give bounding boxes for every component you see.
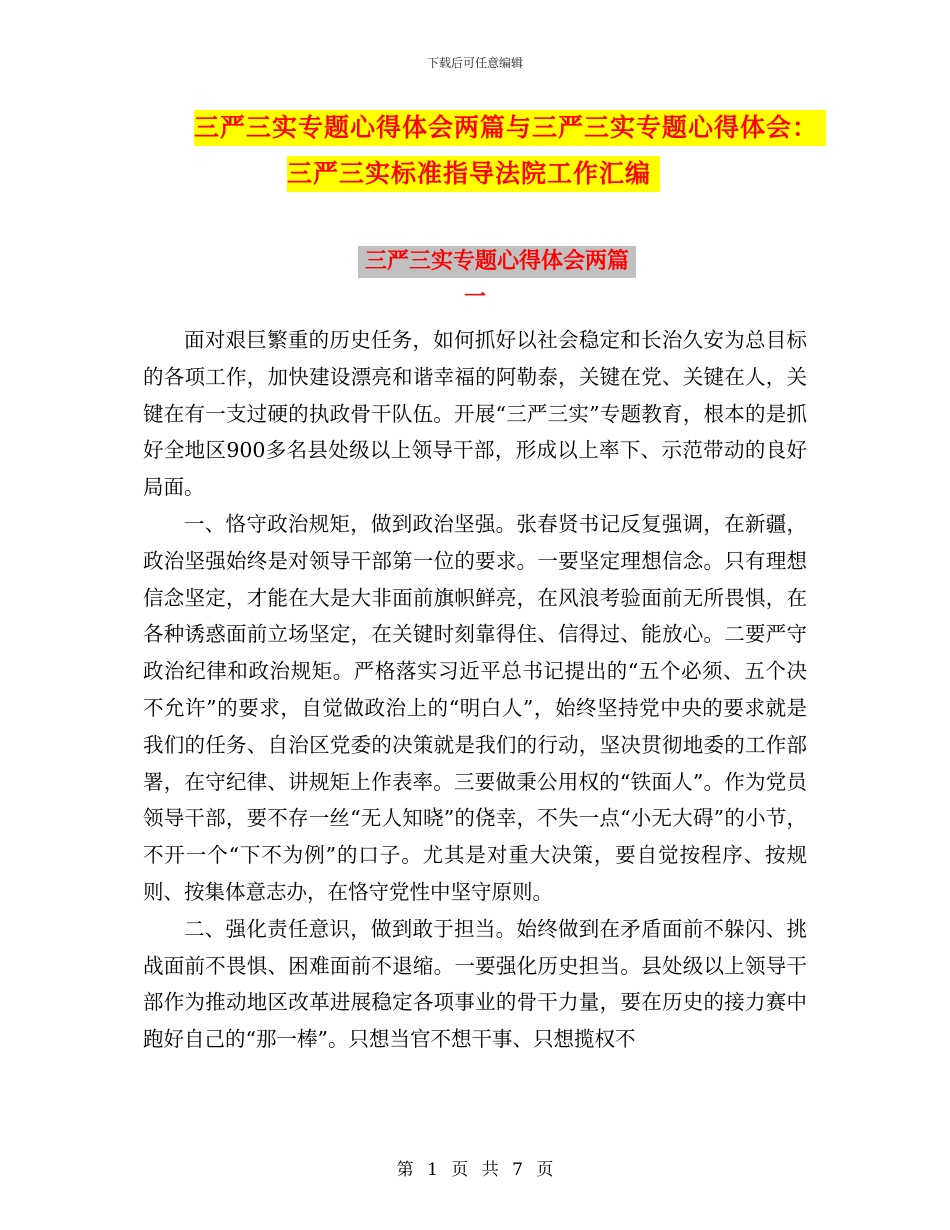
body-paragraph: 二、强化责任意识，做到敢于担当。始终做到在矛盾面前不躲闪、挑战面前不畏惧、困难面前不退缩。一要强化历史担当。县处级以上领导干部作为推动地区改革进展稳定各项事业的骨干力量，要在历史的接力赛中跑好自己的“那一棒”。只想当官不想干事、只想揽权不 (143, 916, 807, 1052)
document-title-line-2: 三严三实标准指导法院工作汇编 (287, 156, 660, 192)
section-number: 一 (463, 284, 486, 310)
page-total: 7 (512, 1160, 523, 1180)
page-footer (0, 1155, 950, 1180)
body-paragraph: 面对艰巨繁重的历史任务，如何抓好以社会稳定和长治久安为总目标的各项工作，加快建设漂亮和谐幸福的阿勒泰，关键在党、关键在人，关键在有一支过硬的执政骨干队伍。开展“三严三实”专题教育，根本的是抓好全地区900多名县处级以上领导干部，形成以上率下、示范带动的良好局面。 (143, 328, 807, 500)
page-label-mid: 页 (451, 1160, 469, 1180)
section-subtitle: 三严三实专题心得体会两篇 (358, 246, 636, 278)
page-label-suffix: 页 (536, 1160, 554, 1180)
document-body (143, 322, 807, 1058)
page-label-total-prefix: 共 (481, 1160, 499, 1180)
page-current: 1 (427, 1160, 438, 1180)
document-title-line-1: 三严三实专题心得体会两篇与三严三实专题心得体会： (194, 110, 826, 146)
header-note: 下载后可任意编辑 (426, 56, 523, 70)
page-label-prefix: 第 (396, 1160, 414, 1180)
body-paragraph: 一、恪守政治规矩，做到政治坚强。张春贤书记反复强调，在新疆，政治坚强始终是对领导干部第一位的要求。一要坚定理想信念。只有理想信念坚定，才能在大是大非面前旗帜鲜亮，在风浪考验面前无所畏惧，在各种诱惑面前立场坚定，在关键时刻靠得住、信得过、能放心。二要严守政治纪律和政治规矩。严格落实习近平总书记提出的“五个必须、五个决不允许”的要求，自觉做政治上的“明白人”，始终坚持党中央的要求就是我们的任务、自治区党委的决策就是我们的行动，坚决贯彻地委的工作部署，在守纪律、讲规矩上作表率。三要做秉公用权的“铁面人”。作为党员领导干部，要不存一丝“无人知晓”的侥幸，不失一点“小无大碍”的小节，不开一个“下不为例”的口子。尤其是对重大决策，要自觉按程序、按规则、按集体意志办，在恪守党性中坚守原则。 (143, 511, 807, 904)
